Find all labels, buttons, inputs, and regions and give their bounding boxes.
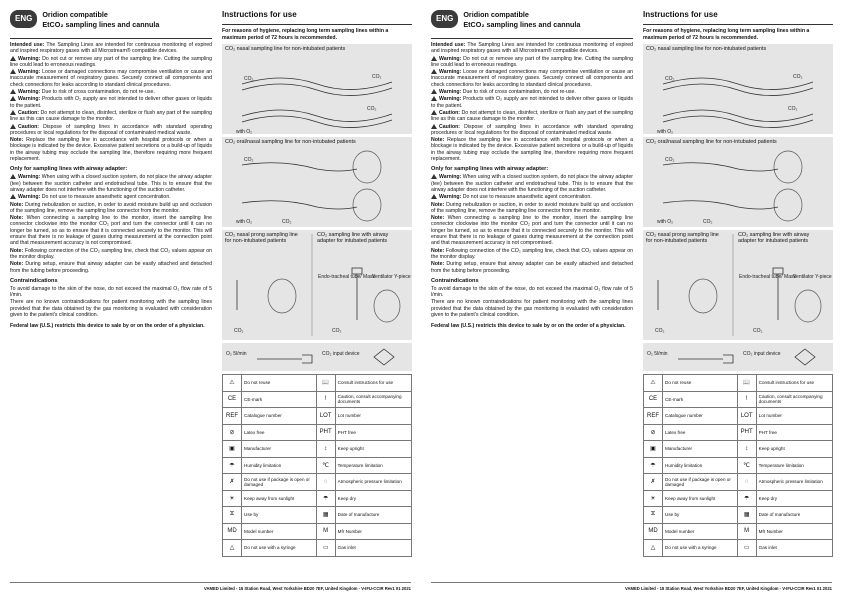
symbol-description: Do not use with a syringe bbox=[663, 540, 738, 557]
symbol-icon: LOT bbox=[737, 408, 756, 425]
symbol-icon: ▣ bbox=[644, 441, 663, 458]
symbol-description: Model number bbox=[242, 523, 317, 540]
co2-label: CO₂ bbox=[793, 74, 803, 81]
endotracheal-label: Endo-tracheal tube/ Mask bbox=[318, 274, 375, 281]
co2-label: CO₂ bbox=[234, 328, 244, 335]
warning-paragraph: Note: During nebulization or suction, in order to avoid moisture build up and occlusion of the sampling line, remove the sampling line connector from the monitor. bbox=[431, 201, 633, 214]
symbol-description: CE-mark bbox=[663, 391, 738, 408]
symbol-icon: 📖 bbox=[737, 375, 756, 392]
co2-label: CO₂ bbox=[367, 106, 377, 113]
instructions-title: Instructions for use bbox=[222, 10, 297, 19]
warning-triangle-icon bbox=[431, 56, 437, 61]
symbol-row bbox=[223, 507, 412, 524]
symbol-row bbox=[223, 391, 412, 408]
symbol-icon: ⚠ bbox=[223, 375, 242, 392]
warning-triangle-icon bbox=[10, 194, 16, 199]
figure-prong-and-airway bbox=[643, 230, 833, 340]
endotracheal-label: Endo-tracheal tube/ Mask bbox=[739, 274, 796, 281]
symbol-row bbox=[644, 457, 833, 474]
figure-oral-nasal-sampling-line bbox=[222, 137, 412, 227]
warning-triangle-icon bbox=[431, 124, 437, 129]
symbol-description: Do not use if package is open or damaged bbox=[242, 474, 317, 491]
symbol-description: Lot number bbox=[335, 408, 411, 425]
federal-law-notice: Federal law (U.S.) restricts this device to sale by or on the order of a physician. bbox=[431, 323, 626, 330]
federal-law-notice: Federal law (U.S.) restricts this device to sale by or on the order of a physician. bbox=[10, 323, 205, 330]
symbol-description: Gas inlet bbox=[335, 540, 411, 557]
warning-paragraph: Warning: When using with a closed suction system, do not place the airway adapter (tee) between the suction catheter and endotracheal tube. This is to ensure that the airway adapter does not interfere with the functioning of the suction catheter. bbox=[10, 174, 212, 193]
symbol-icon: ⊘ bbox=[223, 424, 242, 441]
symbol-icon: ☂ bbox=[644, 457, 663, 474]
symbol-description: Temperature limitation bbox=[335, 457, 411, 474]
symbol-row bbox=[644, 408, 833, 425]
figure-oral-nasal-sampling-line bbox=[643, 137, 833, 227]
product-title: Oridion compatible EtCO₂ sampling lines and cannula bbox=[463, 10, 581, 29]
symbol-icon: ! bbox=[316, 391, 335, 408]
symbol-description: Model number bbox=[663, 523, 738, 540]
symbol-icon: ▦ bbox=[316, 507, 335, 524]
left-column bbox=[10, 10, 212, 331]
figure-caption: CO₂ nasal sampling line for non-intubated patients bbox=[646, 46, 767, 53]
airway-list bbox=[10, 174, 212, 273]
co2-label: CO₂ bbox=[332, 328, 342, 335]
symbol-icon: MD bbox=[223, 523, 242, 540]
co2-label: CO₂ bbox=[244, 157, 254, 164]
contraindications-text-2: There are no known contraindications for patient monitoring with the sampling lines provided that the data obtained by the gas monitoring is evaluated with consideration given to the patient's clinical condition. bbox=[431, 299, 633, 318]
airway-section-title: Only for sampling lines with airway adapter: bbox=[431, 166, 549, 173]
language-badge: ENG bbox=[10, 10, 37, 28]
symbol-description: PHT free bbox=[756, 424, 832, 441]
prong-airway-drawing bbox=[222, 230, 412, 340]
warning-triangle-icon bbox=[10, 174, 16, 179]
symbol-icon: ℃ bbox=[316, 457, 335, 474]
instructions-title: Instructions for use bbox=[643, 10, 718, 19]
with-o2-label: with O₂ bbox=[236, 219, 253, 226]
figure-caption: CO₂ oral/nasal sampling line for non-intubated patients bbox=[225, 139, 356, 146]
instructions-subtitle: For reasons of hygiene, replacing long term sampling lines within a maximum period of 72 hours is recommended. bbox=[222, 28, 389, 41]
symbol-icon: 📖 bbox=[316, 375, 335, 392]
symbol-row bbox=[644, 375, 833, 392]
symbol-description: Do not reuse bbox=[663, 375, 738, 392]
symbol-icon: M bbox=[316, 523, 335, 540]
airway-section-title: Only for sampling lines with airway adapter: bbox=[10, 166, 128, 173]
figure-caption-left: CO₂ nasal prong sampling line for non-intubated patients bbox=[225, 232, 298, 245]
symbol-icon: ☀ bbox=[223, 490, 242, 507]
warning-triangle-icon bbox=[10, 124, 16, 129]
symbol-row bbox=[223, 375, 412, 392]
warning-triangle-icon bbox=[431, 89, 437, 94]
figure-caption-right: CO₂ sampling line with airway adapter for intubated patients bbox=[317, 232, 389, 245]
symbol-icon: M bbox=[737, 523, 756, 540]
figure-caption: CO₂ nasal sampling line for non-intubated patients bbox=[225, 46, 346, 53]
symbol-icon: CE bbox=[644, 391, 663, 408]
warning-triangle-icon bbox=[431, 194, 437, 199]
warning-triangle-icon bbox=[10, 89, 16, 94]
symbol-row bbox=[644, 490, 833, 507]
symbol-description: Use by bbox=[663, 507, 738, 524]
symbol-description: Humidity limitation bbox=[663, 457, 738, 474]
nasal-line-drawing bbox=[222, 44, 412, 134]
symbol-row bbox=[223, 457, 412, 474]
warning-paragraph: Warning: Do not use to measure anaesthetic agent concentration. bbox=[10, 194, 212, 200]
warning-triangle-icon bbox=[431, 69, 437, 74]
symbol-icon: ▦ bbox=[737, 507, 756, 524]
symbol-row bbox=[223, 408, 412, 425]
connection-drawing bbox=[222, 343, 412, 371]
symbol-icon: ⧖ bbox=[644, 507, 663, 524]
symbol-row bbox=[644, 540, 833, 557]
symbol-description: Date of manufacture bbox=[756, 507, 832, 524]
symbol-icon: ✗ bbox=[644, 474, 663, 491]
warning-paragraph: Note: Following connection of the CO₂ sampling line, check that CO₂ values appear on the monitor display. bbox=[431, 247, 633, 260]
warning-paragraph: Note: When connecting a sampling line to the monitor, insert the sampling line connector clockwise into the monitor CO₂ port and turn the connector until it can no longer be turned, so as to ensure that it is connected securely to the monitor. This will ensure that there is no leakage of gases during measurement at the connection point and that measurement accuracy is not compromised. bbox=[431, 215, 633, 247]
warning-paragraph: Note: During setup, ensure that airway adapter can be easily attached and detached from the tubing before proceeding. bbox=[10, 261, 212, 274]
symbol-description: Date of manufacture bbox=[335, 507, 411, 524]
symbol-icon: PHT bbox=[316, 424, 335, 441]
symbol-icon: ☂ bbox=[316, 490, 335, 507]
co2-input-label: CO₂ input device bbox=[322, 351, 360, 358]
symbol-description: Humidity limitation bbox=[242, 457, 317, 474]
contraindications-title: Contraindications bbox=[10, 277, 58, 284]
warnings-list bbox=[431, 56, 633, 163]
warning-paragraph: Note: Replace the sampling line in accordance with hospital protocols or when a blockage is indicated by the device. Excessive patient secretions or a build-up of liquids in the airway tubing may occlude the sampling line, therefore requiring more frequent replacement. bbox=[431, 137, 633, 163]
symbol-icon: ☀ bbox=[644, 490, 663, 507]
warning-triangle-icon bbox=[431, 96, 437, 101]
warning-paragraph: Note: During setup, ensure that airway adapter can be easily attached and detached from the tubing before proceeding. bbox=[431, 261, 633, 274]
symbol-description: Consult instructions for use bbox=[756, 375, 832, 392]
symbol-description: Do not use with a syringe bbox=[242, 540, 317, 557]
figure-connection bbox=[222, 343, 412, 371]
divider bbox=[222, 24, 412, 25]
symbol-icon: MD bbox=[644, 523, 663, 540]
warning-paragraph: Caution: Do not attempt to clean, disinfect, sterilize or flush any part of the sampling line as this can cause damage to the monitor. bbox=[431, 109, 633, 123]
prong-airway-drawing bbox=[643, 230, 833, 340]
connection-drawing bbox=[643, 343, 833, 371]
co2-label: CO₂ bbox=[372, 74, 382, 81]
symbol-description: Latex free bbox=[663, 424, 738, 441]
symbol-icon: ▭ bbox=[316, 540, 335, 557]
o2-flow-label: O₂ 5l/min bbox=[647, 351, 668, 358]
symbol-description: Mfr Number bbox=[335, 523, 411, 540]
warning-paragraph: Note: During nebulization or suction, in order to avoid moisture build up and occlusion of the sampling line, remove the sampling line connector from the monitor. bbox=[10, 201, 212, 214]
figure-prong-and-airway bbox=[222, 230, 412, 340]
symbol-icon: REF bbox=[223, 408, 242, 425]
symbol-description: Keep upright bbox=[335, 441, 411, 458]
with-o2-label: with O₂ bbox=[657, 129, 674, 135]
warning-paragraph: Note: Replace the sampling line in accordance with hospital protocols or when a blockage is indicated by the device. Excessive patient secretions or a build-up of liquids in the airway tubing may occlude the sampling line, therefore requiring more frequent replacement. bbox=[10, 137, 212, 163]
symbol-description: Temperature limitation bbox=[756, 457, 832, 474]
symbol-icon: LOT bbox=[316, 408, 335, 425]
symbol-description: CE-mark bbox=[242, 391, 317, 408]
footer-address: VAMED Limited - 15 Station Road, West Yorkshire BD20 7EF, United Kingdom - V-IFU-CCIR Rev1 01 2021 bbox=[624, 586, 832, 591]
symbol-icon: REF bbox=[644, 408, 663, 425]
co2-label: CO₂ bbox=[282, 219, 292, 226]
language-badge: ENG bbox=[431, 10, 458, 28]
symbol-row bbox=[644, 441, 833, 458]
symbol-row bbox=[223, 540, 412, 557]
warning-paragraph: Warning: Do not cut or remove any part of the sampling line. Cutting the sampling line could lead to erroneous readings. bbox=[431, 55, 633, 68]
symbol-description: Keep dry bbox=[756, 490, 832, 507]
symbol-description: Gas inlet bbox=[756, 540, 832, 557]
header bbox=[431, 10, 633, 36]
footer-divider bbox=[431, 582, 832, 583]
symbol-icon: ↕ bbox=[737, 441, 756, 458]
symbol-description: Use by bbox=[242, 507, 317, 524]
figure-nasal-sampling-line bbox=[643, 44, 833, 134]
symbol-icon: ▭ bbox=[737, 540, 756, 557]
symbol-description: Keep dry bbox=[335, 490, 411, 507]
intended-use: Intended use: The Sampling Lines are intended for continuous monitoring of expired and inspired respiratory gases with all Microstream® compatible devices. bbox=[431, 42, 633, 55]
symbol-icon: △ bbox=[644, 540, 663, 557]
warning-triangle-icon bbox=[431, 110, 437, 115]
symbol-description: Caution, consult accompanying documents bbox=[335, 391, 411, 408]
symbol-row bbox=[223, 474, 412, 491]
symbol-row bbox=[223, 490, 412, 507]
warning-paragraph: Warning: When using with a closed suction system, do not place the airway adapter (tee) between the suction catheter and endotracheal tube. This is to ensure that the airway adapter does not interfere with the functioning of the suction catheter. bbox=[431, 174, 633, 193]
symbol-icon: ℃ bbox=[737, 457, 756, 474]
oral-nasal-line-drawing bbox=[222, 137, 412, 227]
warning-triangle-icon bbox=[10, 110, 16, 115]
figure-nasal-sampling-line bbox=[222, 44, 412, 134]
footer-address: VAMED Limited - 15 Station Road, West Yorkshire BD20 7EF, United Kingdom - V-IFU-CCIR Rev1 01 2021 bbox=[203, 586, 411, 591]
symbol-description: Lot number bbox=[756, 408, 832, 425]
symbol-row bbox=[644, 474, 833, 491]
co2-input-label: CO₂ input device bbox=[743, 351, 781, 358]
co2-label: CO₂ bbox=[788, 106, 798, 113]
symbols-table bbox=[643, 374, 833, 557]
symbol-description: Catalogue number bbox=[663, 408, 738, 425]
co2-label: CO₂ bbox=[665, 157, 675, 164]
symbol-icon: △ bbox=[223, 540, 242, 557]
symbol-icon: ☂ bbox=[737, 490, 756, 507]
warning-paragraph: Caution: Do not attempt to clean, disinfect, sterilize or flush any part of the sampling line as this can cause damage to the monitor. bbox=[10, 109, 212, 123]
footer-divider bbox=[10, 582, 411, 583]
symbol-description: Consult instructions for use bbox=[335, 375, 411, 392]
warning-paragraph: Warning: Products with O₂ supply are not intended to deliver other gases or liquids to the patient. bbox=[10, 96, 212, 109]
divider bbox=[643, 24, 833, 25]
instructions-subtitle: For reasons of hygiene, replacing long term sampling lines within a maximum period of 72 hours is recommended. bbox=[643, 28, 810, 41]
warning-paragraph: Warning: Loose or damaged connections may compromise ventilation or cause an inaccurate measurement of respiratory gases. Securely connect all components and check connections for leaks according to standard clinical procedures. bbox=[431, 69, 633, 88]
symbol-description: Latex free bbox=[242, 424, 317, 441]
symbols-table bbox=[222, 374, 412, 557]
symbol-icon: ◌ bbox=[737, 474, 756, 491]
contraindications-text-1: To avoid damage to the skin of the nose, do not exceed the maximal O₂ flow rate of 5 l/min. bbox=[431, 285, 633, 299]
symbol-row bbox=[644, 507, 833, 524]
symbol-row bbox=[223, 441, 412, 458]
warning-paragraph: Note: Following connection of the CO₂ sampling line, check that CO₂ values appear on the monitor display. bbox=[10, 247, 212, 260]
warning-triangle-icon bbox=[10, 69, 16, 74]
warning-paragraph: Warning: Loose or damaged connections may compromise ventilation or cause an inaccurate measurement of respiratory gases. Securely connect all components and check connections for leaks according to standard clinical procedures. bbox=[10, 69, 212, 88]
airway-list bbox=[431, 174, 633, 273]
symbol-icon: ▣ bbox=[223, 441, 242, 458]
symbol-description: PHT free bbox=[335, 424, 411, 441]
figure-caption: CO₂ oral/nasal sampling line for non-intubated patients bbox=[646, 139, 777, 146]
with-o2-label: with O₂ bbox=[236, 129, 253, 135]
co2-label: CO₂ bbox=[665, 76, 675, 83]
warning-triangle-icon bbox=[431, 174, 437, 179]
symbol-icon: ✗ bbox=[223, 474, 242, 491]
figure-caption-left: CO₂ nasal prong sampling line for non-intubated patients bbox=[646, 232, 719, 245]
divider bbox=[431, 38, 633, 39]
right-column bbox=[643, 10, 833, 557]
symbol-description: Atmospheric pressure limitation bbox=[756, 474, 832, 491]
warning-paragraph: Warning: Due to risk of cross contamination, do not re-use. bbox=[10, 89, 212, 95]
contraindications-title: Contraindications bbox=[431, 277, 479, 284]
warning-paragraph: Caution: Dispose of sampling lines in accordance with standard operating procedures or local regulations for the disposal of contaminated medical waste. bbox=[431, 123, 633, 136]
warning-triangle-icon bbox=[10, 56, 16, 61]
leaflet-page bbox=[421, 0, 842, 595]
warning-paragraph: Warning: Do not use to measure anaesthetic agent concentration. bbox=[431, 194, 633, 200]
symbol-icon: ◌ bbox=[316, 474, 335, 491]
co2-label: CO₂ bbox=[244, 76, 254, 83]
symbol-description: Keep away from sunlight bbox=[242, 490, 317, 507]
symbol-description: Do not reuse bbox=[242, 375, 317, 392]
contraindications-text-1: To avoid damage to the skin of the nose, do not exceed the maximal O₂ flow rate of 5 l/min. bbox=[10, 285, 212, 299]
symbol-description: Manufacturer bbox=[663, 441, 738, 458]
symbol-description: Caution, consult accompanying documents bbox=[756, 391, 832, 408]
co2-label: CO₂ bbox=[703, 219, 713, 226]
warning-paragraph: Warning: Products with O₂ supply are not intended to deliver other gases or liquids to the patient. bbox=[431, 96, 633, 109]
nasal-line-drawing bbox=[643, 44, 833, 134]
symbol-description: Do not use if package is open or damaged bbox=[663, 474, 738, 491]
symbol-icon: ! bbox=[737, 391, 756, 408]
symbol-description: Atmospheric pressure limitation bbox=[335, 474, 411, 491]
symbol-icon: ☂ bbox=[223, 457, 242, 474]
intended-use: Intended use: The Sampling Lines are intended for continuous monitoring of expired and inspired respiratory gases with all Microstream® compatible devices. bbox=[10, 42, 212, 55]
warning-paragraph: Caution: Dispose of sampling lines in accordance with standard operating procedures or local regulations for the disposal of contaminated medical waste. bbox=[10, 123, 212, 136]
figure-connection bbox=[643, 343, 833, 371]
symbol-description: Mfr Number bbox=[756, 523, 832, 540]
warning-paragraph: Note: When connecting a sampling line to the monitor, insert the sampling line connector clockwise into the monitor CO₂ port and turn the connector until it can no longer be turned, so as to ensure that it is connected securely to the monitor. This will ensure that there is no leakage of gases during measurement at the connection point and that measurement accuracy is not compromised. bbox=[10, 215, 212, 247]
symbol-icon: CE bbox=[223, 391, 242, 408]
symbol-row bbox=[644, 424, 833, 441]
symbol-icon: PHT bbox=[737, 424, 756, 441]
left-column bbox=[431, 10, 633, 331]
symbol-icon: ⚠ bbox=[644, 375, 663, 392]
with-o2-label: with O₂ bbox=[657, 219, 674, 226]
symbol-description: Catalogue number bbox=[242, 408, 317, 425]
symbol-row bbox=[223, 424, 412, 441]
symbol-description: Manufacturer bbox=[242, 441, 317, 458]
symbol-icon: ⊘ bbox=[644, 424, 663, 441]
warnings-list bbox=[10, 56, 212, 163]
contraindications-text-2: There are no known contraindications for patient monitoring with the sampling lines provided that the data obtained by the gas monitoring is evaluated with consideration given to the patient's clinical condition. bbox=[10, 299, 212, 318]
oral-nasal-line-drawing bbox=[643, 137, 833, 227]
symbol-row bbox=[644, 391, 833, 408]
symbol-row bbox=[644, 523, 833, 540]
co2-label: CO₂ bbox=[655, 328, 665, 335]
figure-caption-right: CO₂ sampling line with airway adapter for intubated patients bbox=[738, 232, 810, 245]
ventilator-label: Ventilator Y-piece bbox=[372, 274, 411, 281]
symbol-icon: ↕ bbox=[316, 441, 335, 458]
symbol-row bbox=[223, 523, 412, 540]
o2-flow-label: O₂ 5l/min bbox=[226, 351, 247, 358]
warning-paragraph: Warning: Due to risk of cross contamination, do not re-use. bbox=[431, 89, 633, 95]
header bbox=[10, 10, 212, 36]
symbol-description: Keep upright bbox=[756, 441, 832, 458]
ventilator-label: Ventilator Y-piece bbox=[793, 274, 832, 281]
right-column bbox=[222, 10, 412, 557]
co2-label: CO₂ bbox=[753, 328, 763, 335]
product-title: Oridion compatible EtCO₂ sampling lines and cannula bbox=[42, 10, 160, 29]
symbol-description: Keep away from sunlight bbox=[663, 490, 738, 507]
symbol-icon: ⧖ bbox=[223, 507, 242, 524]
warning-paragraph: Warning: Do not cut or remove any part of the sampling line. Cutting the sampling line could lead to erroneous readings. bbox=[10, 55, 212, 68]
warning-triangle-icon bbox=[10, 96, 16, 101]
divider bbox=[10, 38, 212, 39]
